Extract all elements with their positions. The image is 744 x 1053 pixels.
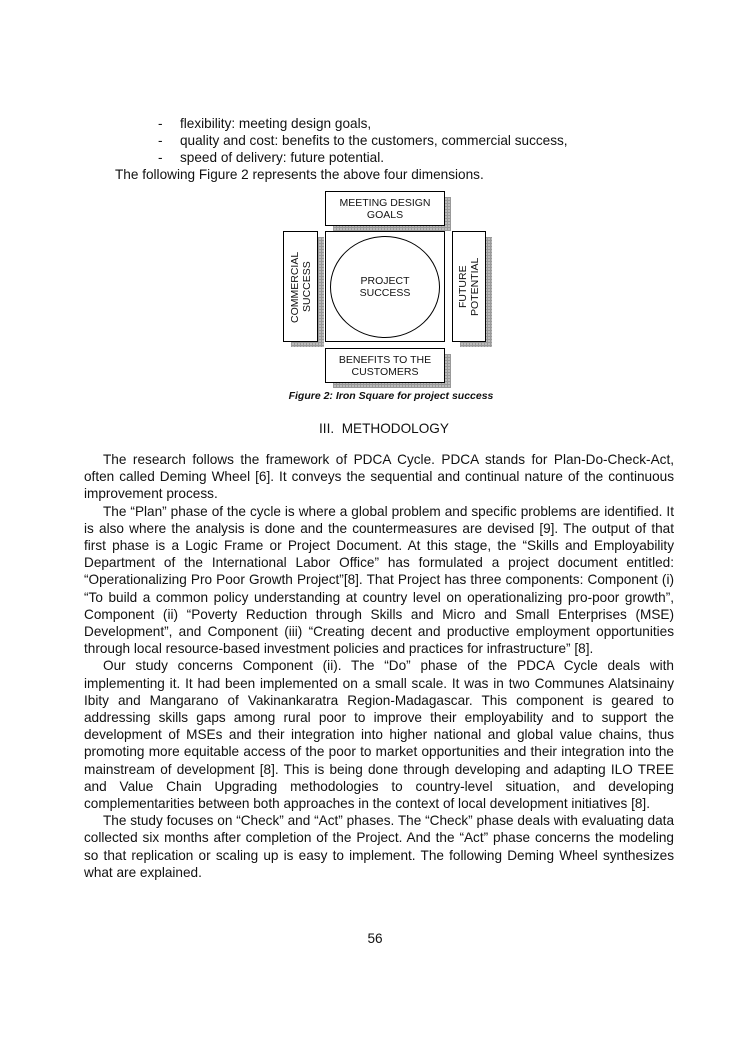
benefits-to-customers-box — [325, 348, 445, 383]
box-label: MEETING DESIGN GOALS — [339, 196, 431, 221]
bullet-text: flexibility: meeting design goals, — [180, 116, 372, 131]
project-success-box — [325, 231, 445, 342]
page-number: 56 — [367, 931, 383, 946]
paragraph: The “Plan” phase of the cycle is where a global problem and specific problems are identified. It is also where the analysis is done and the countermeasures are devised [9]. The output of that first phase is a Logic Frame or Project Document. At this stage, the “Skills and Employability Department of the International Labor Office” has formulated a project document entitled: “Operationalizing Pro Poor Growth Project”[8]. That Project has three components: Component (i) “To build a common policy understanding at country level on operationalizing pro-poor growth”, Component (ii) “Poverty Reduction through Skills and Micro and Small Enterprises (MSE) Development”, and Component (iii) “Creating decent and productive employment opportunities through local resource-based investment policies and practices for infrastructure” [8]. — [84, 503, 674, 657]
box-label: BENEFITS TO THE CUSTOMERS — [338, 353, 432, 378]
paragraph: The research follows the framework of PDCA Cycle. PDCA stands for Plan-Do-Check-Act, often called Deming Wheel [6]. It conveys the sequential and continual nature of the continuous improvement process. — [84, 452, 674, 502]
bullet-marker: - — [158, 133, 163, 148]
bullet-marker: - — [158, 116, 163, 131]
box-label: COMMERCIAL SUCCESS — [288, 250, 313, 323]
intro-text: The following Figure 2 represents the above four dimensions. — [115, 167, 484, 182]
bullet-text: speed of delivery: future potential. — [180, 150, 385, 165]
box-label: FUTURE POTENTIAL — [457, 257, 481, 316]
paragraph: Our study concerns Component (ii). The “Do” phase of the PDCA Cycle deals with implementing it. It had been implemented on a small scale. It was in two Communes Alatsinainy Ibity and Mangarano of Vakinankaratra Region-Madagascar. This component is geared to addressing skills gaps among rural poor to improve their employability and to support the development of MSEs and their integration into higher national and global value chains, thus promoting more equitable access of the poor to market opportunities and their integration into the mainstream of development [8]. This is being done through developing and adapting ILO TREE and Value Chain Upgrading methodologies to country-level situation, and developing complementarities between both approaches in the context of local development initiatives [8]. — [84, 658, 674, 812]
bullet-item — [158, 116, 371, 131]
paragraph: The study focuses on “Check” and “Act” phases. The “Check” phase deals with evaluating data collected six months after completion of the Project. And the “Act” phase concerns the modeling so that replication or scaling up is easy to implement. The following Deming Wheel synthesizes what are explained. — [84, 813, 674, 880]
box-label: PROJECT SUCCESS — [359, 274, 411, 299]
section-heading: III. METHODOLOGY — [319, 421, 449, 436]
bullet-item — [158, 150, 384, 165]
meeting-design-goals-box — [325, 191, 445, 226]
project-success-circle — [330, 236, 440, 338]
commercial-success-box — [283, 231, 318, 342]
future-potential-box — [452, 231, 486, 342]
bullet-text: quality and cost: benefits to the customers, commercial success, — [180, 133, 568, 148]
bullet-item — [158, 133, 568, 148]
figure-caption: Figure 2: Iron Square for project success — [288, 390, 494, 402]
body-text — [84, 451, 674, 881]
bullet-marker: - — [158, 150, 163, 165]
